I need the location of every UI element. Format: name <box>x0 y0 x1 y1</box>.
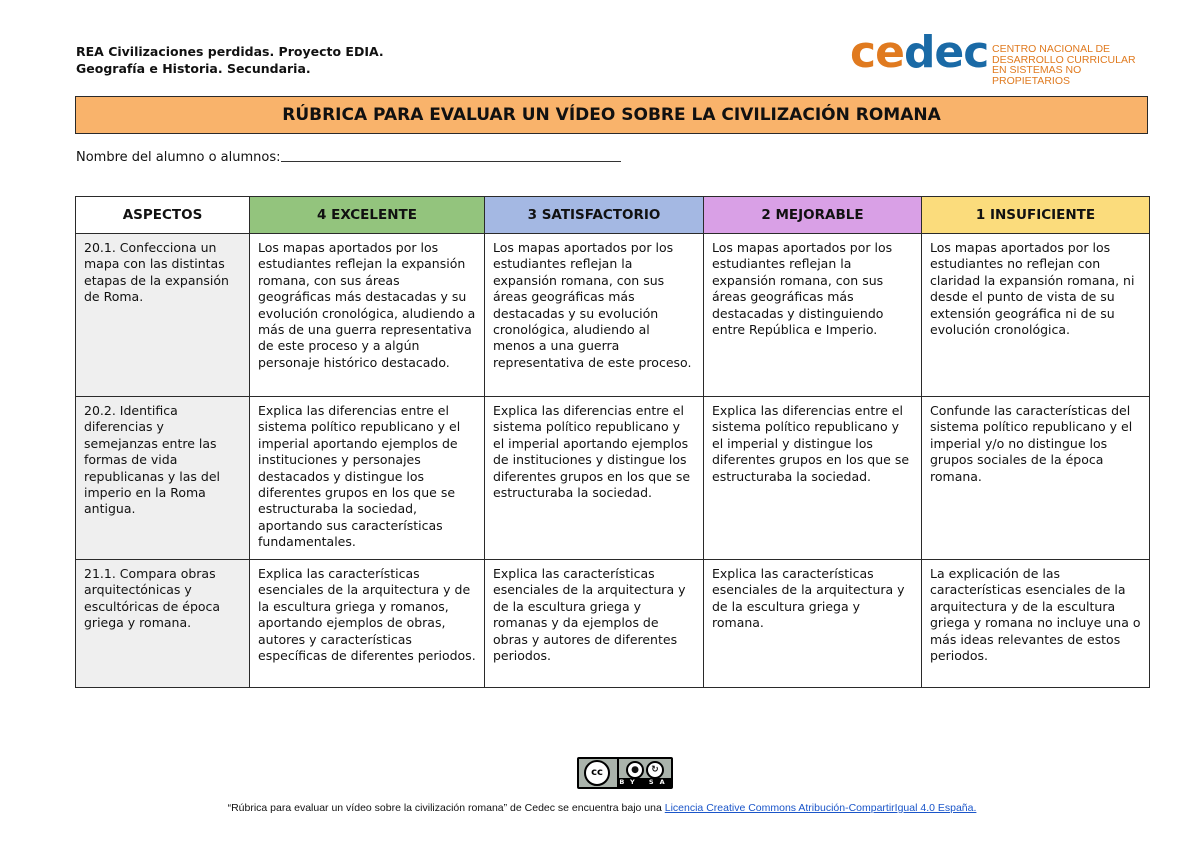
cc-icon: cc <box>584 760 610 786</box>
header-excelente: 4 EXCELENTE <box>250 197 485 234</box>
rubric-title: RÚBRICA PARA EVALUAR UN VÍDEO SOBRE LA CIVILIZACIÓN ROMANA <box>75 96 1148 134</box>
criterion-cell-1: Confunde las características del sistema político republicano y el imperial y/o no distingue los grupos sociales de la época romana. <box>922 397 1150 560</box>
student-name-label: Nombre del alumno o alumnos: <box>76 150 281 165</box>
aspect-cell: 20.1. Confecciona un mapa con las distintas etapas de la expansión de Roma. <box>76 234 250 397</box>
license-footer <box>0 802 1204 814</box>
header-insuficiente: 1 INSUFICIENTE <box>922 197 1150 234</box>
header-line-2: Geografía e Historia. Secundaria. <box>76 61 311 76</box>
cc-by-sa-badge[interactable] <box>577 757 673 789</box>
student-name-field[interactable] <box>76 148 621 165</box>
rubric-table <box>75 196 1150 688</box>
cc-badge-labels: BY SA <box>619 778 671 786</box>
cedec-subtitle-line: EN SISTEMAS NO PROPIETARIOS <box>992 64 1082 87</box>
cedec-subtitle <box>992 44 1162 86</box>
header-mejorable: 2 MEJORABLE <box>704 197 922 234</box>
cedec-subtitle-line: DESARROLLO CURRICULAR <box>992 53 1136 66</box>
criterion-cell-4: Los mapas aportados por los estudiantes reflejan la expansión romana, con sus áreas geográficas más destacadas y su evolución cronológica, aludiendo a más de una guerra representativa de este proceso y a algún personaje histórico destacado. <box>250 234 485 397</box>
share-alike-icon: ↻ <box>646 761 664 779</box>
cedec-subtitle-line: CENTRO NACIONAL DE <box>992 43 1111 55</box>
aspect-cell: 20.2. Identifica diferencias y semejanzas entre las formas de vida republicanas y las del imperio en la Roma antigua. <box>76 397 250 560</box>
criterion-cell-1: La explicación de las características esenciales de la arquitectura y de la escultura griega y romana no incluye una o más ideas relevantes de estos periodos. <box>922 560 1150 688</box>
criterion-cell-1: Los mapas aportados por los estudiantes no reflejan con claridad la expansión romana, ni desde el punto de vista de su extensión geográfica ni de su evolución cronológica. <box>922 234 1150 397</box>
table-row <box>76 397 1150 560</box>
aspect-cell: 21.1. Compara obras arquitectónicas y escultóricas de época griega y romana. <box>76 560 250 688</box>
wordmark-part-1: ce <box>850 27 904 78</box>
criterion-cell-3: Los mapas aportados por los estudiantes reflejan la expansión romana, con sus áreas geográficas más destacadas y su evolución cronológica, aludiendo al menos a una guerra representativa de este proceso. <box>485 234 704 397</box>
criterion-cell-2: Los mapas aportados por los estudiantes reflejan la expansión romana, con sus áreas geográficas más destacadas y distinguiendo entre República e Imperio. <box>704 234 922 397</box>
header-line-1: REA Civilizaciones perdidas. Proyecto EDIA. <box>76 44 384 59</box>
criterion-cell-4: Explica las características esenciales de la arquitectura y de la escultura griega y romanos, aportando ejemplos de obras, autores y características específicas de diferentes periodos. <box>250 560 485 688</box>
table-row <box>76 560 1150 688</box>
cc-badge-left <box>579 759 617 787</box>
header-satisfactorio: 3 SATISFACTORIO <box>485 197 704 234</box>
license-link[interactable]: Licencia Creative Commons Atribución-CompartirIgual 4.0 España. <box>664 802 977 814</box>
student-name-blank[interactable] <box>281 148 621 162</box>
cedec-wordmark <box>850 28 988 78</box>
criterion-cell-2: Explica las características esenciales de la arquitectura y de la escultura griega y romana. <box>704 560 922 688</box>
document-header <box>76 43 384 77</box>
header-aspectos: ASPECTOS <box>76 197 250 234</box>
criterion-cell-3: Explica las diferencias entre el sistema político republicano y el imperial aportando ejemplos de instituciones y distingue los diferentes grupos en los que se estructuraba la sociedad. <box>485 397 704 560</box>
header-row <box>76 197 1150 234</box>
table-row <box>76 234 1150 397</box>
criterion-cell-4: Explica las diferencias entre el sistema político republicano y el imperial aportando ejemplos de instituciones y personajes destacados y distingue los diferentes grupos en los que se estructuraba la sociedad, aportando sus características fundamentales. <box>250 397 485 560</box>
license-text: “Rúbrica para evaluar un vídeo sobre la civilización romana” de Cedec se encuentra bajo una <box>227 802 665 814</box>
wordmark-part-2: dec <box>903 27 989 78</box>
criterion-cell-3: Explica las características esenciales de la arquitectura y de la escultura griega y romanas y da ejemplos de obras y autores de diferentes periodos. <box>485 560 704 688</box>
criterion-cell-2: Explica las diferencias entre el sistema político republicano y el imperial y distingue los diferentes grupos en los que se estructuraba la sociedad. <box>704 397 922 560</box>
attribution-icon: ● <box>626 761 644 779</box>
cc-badge-right <box>619 759 671 787</box>
